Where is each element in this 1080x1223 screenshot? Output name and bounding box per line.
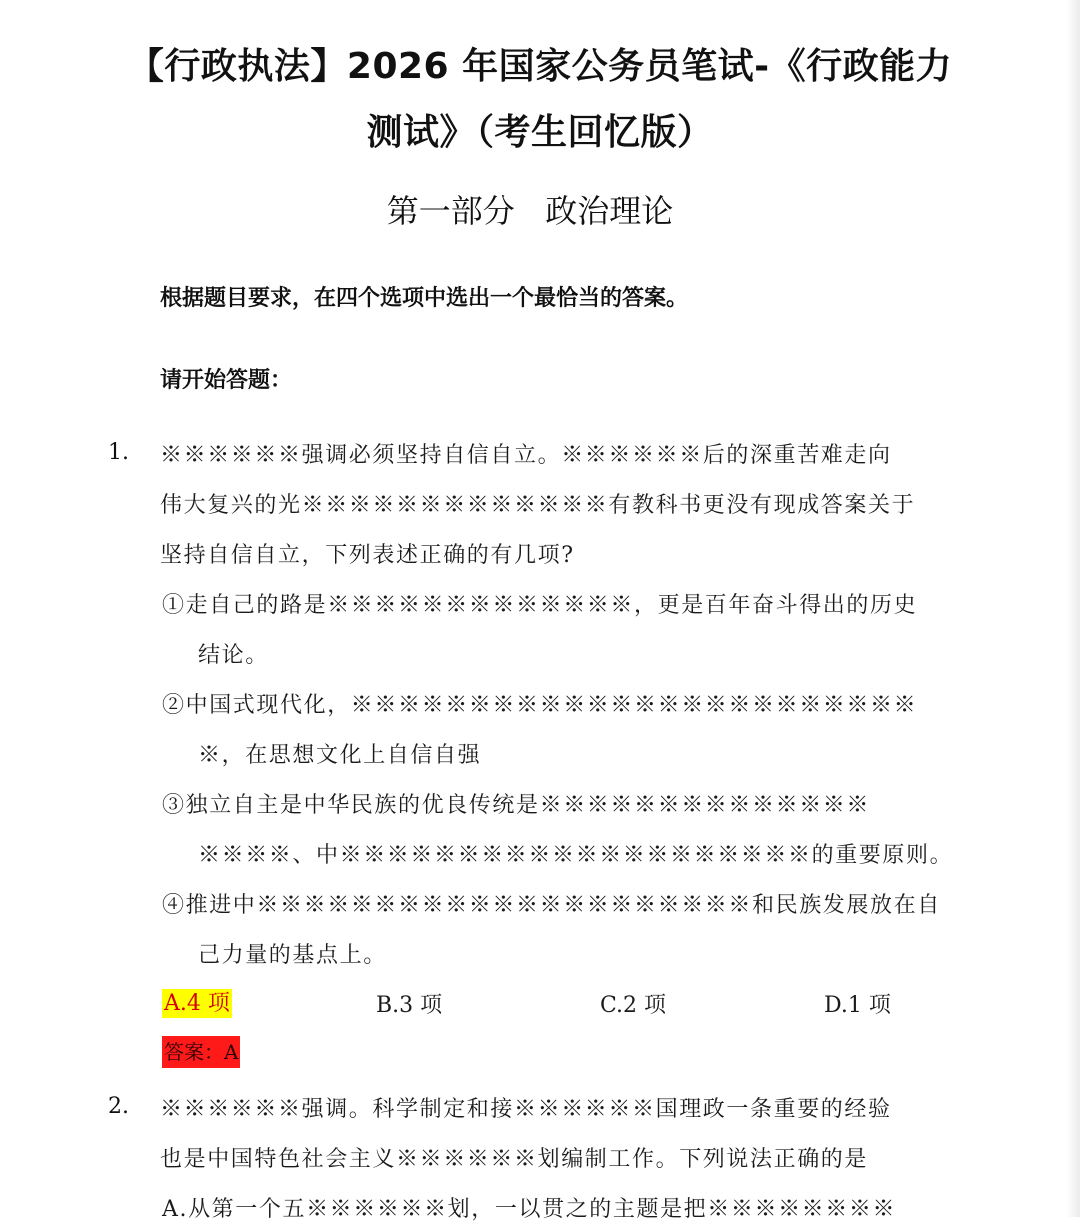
statement-1-continued: 结论。 <box>198 643 269 668</box>
option-d: D.1 项 <box>824 993 891 1018</box>
statement-2: ②中国式现代化，※※※※※※※※※※※※※※※※※※※※※※※※ <box>162 693 918 718</box>
answer-label <box>162 1036 240 1065</box>
document-title-line-1: 【行政执法】2026 年国家公务员笔试-《行政能力 <box>127 46 953 87</box>
statement-4-continued: 己力量的基点上。 <box>198 943 387 968</box>
option-b: B.3 项 <box>376 993 443 1018</box>
question-1-stem-line: 坚持自信自立，下列表述正确的有几项? <box>160 543 575 568</box>
section-title: 第一部分 政治理论 <box>386 192 674 230</box>
statement-2-continued: ※，在思想文化上自信自强 <box>198 743 482 768</box>
question-1-stem-line: ※※※※※※强调必须坚持自信自立。※※※※※※后的深重苦难走向 <box>160 443 892 468</box>
statement-4: ④推进中※※※※※※※※※※※※※※※※※※※※※和民族发展放在自 <box>162 893 941 918</box>
statement-3: ③独立自主是中华民族的优良传统是※※※※※※※※※※※※※※ <box>162 793 871 818</box>
question-2-stem-line: 也是中国特色社会主义※※※※※※划编制工作。下列说法正确的是 <box>160 1147 869 1172</box>
question-2-option-a: A.从第一个五※※※※※※划，一以贯之的主题是把※※※※※※※※ <box>162 1197 897 1222</box>
statement-3-continued: ※※※※、中※※※※※※※※※※※※※※※※※※※※的重要原则。 <box>198 843 954 868</box>
question-1-number: 1. <box>108 440 129 465</box>
question-2-number: 2. <box>108 1094 129 1119</box>
option-a <box>162 986 232 1017</box>
question-2-stem-line: ※※※※※※强调。科学制定和接※※※※※※国理政一条重要的经验 <box>160 1097 892 1122</box>
option-a-highlight: A.4 项 <box>164 991 230 1016</box>
option-c: C.2 项 <box>600 993 667 1018</box>
start-prompt: 请开始答题： <box>160 368 293 393</box>
question-1-stem-line: 伟大复兴的光※※※※※※※※※※※※※有教科书更没有现成答案关于 <box>160 493 916 518</box>
answer-highlight: 答案：A <box>162 1036 240 1068</box>
statement-1: ①走自己的路是※※※※※※※※※※※※※，更是百年奋斗得出的历史 <box>162 593 918 618</box>
page-edge-shadow <box>1066 0 1080 1217</box>
document-title-line-2: 测试》（考生回忆版） <box>366 112 714 153</box>
instruction-text: 根据题目要求，在四个选项中选出一个最恰当的答案。 <box>160 286 689 311</box>
